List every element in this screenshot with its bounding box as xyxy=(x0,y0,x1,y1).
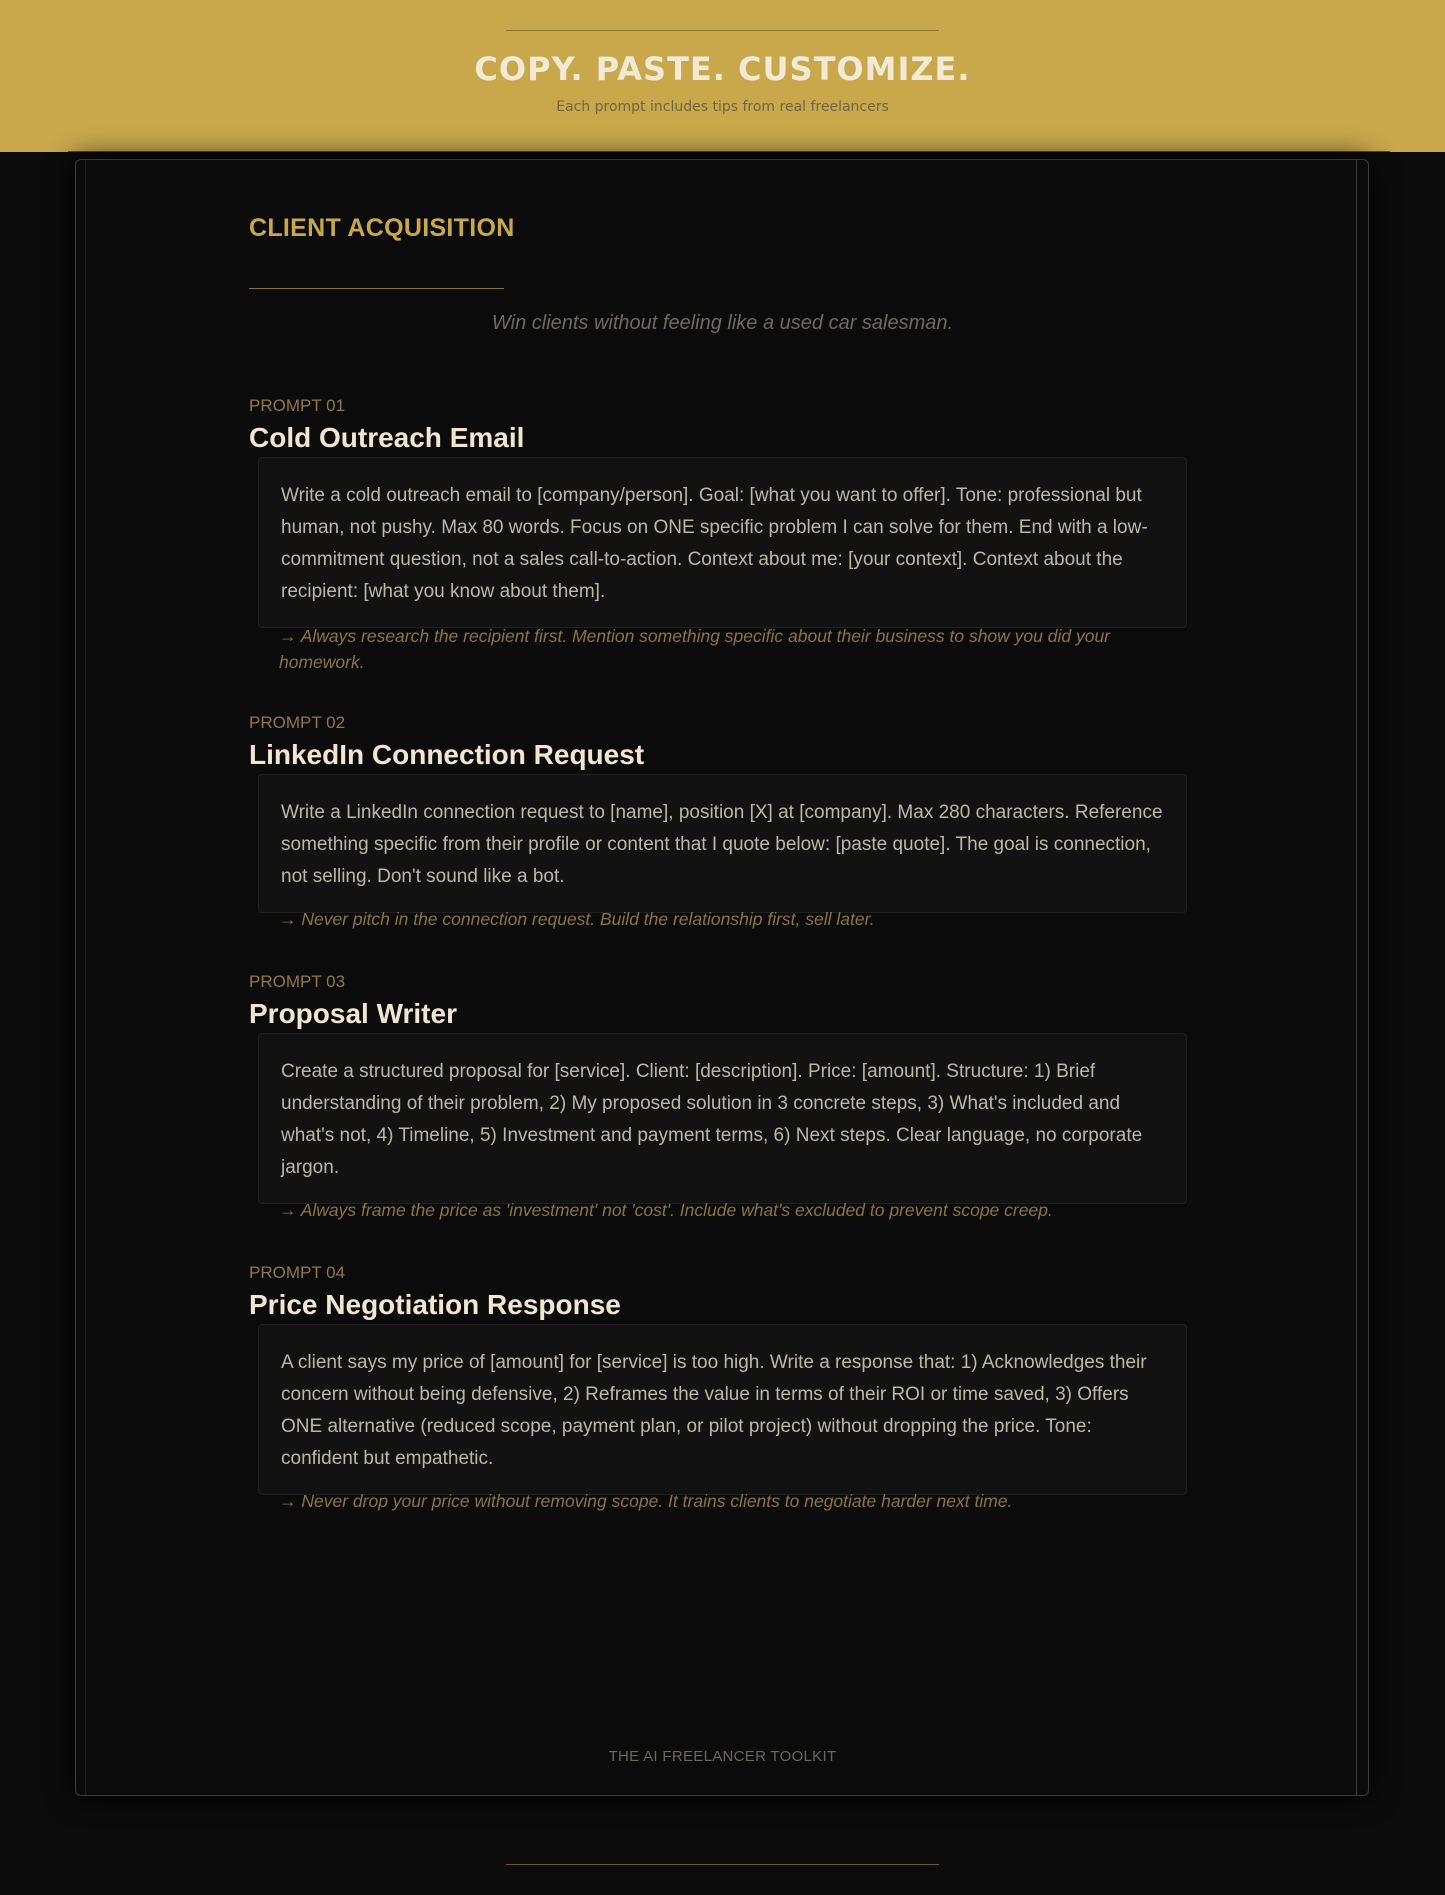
prompt-title: Price Negotiation Response xyxy=(249,1289,621,1320)
prompt-text-box[interactable] xyxy=(258,457,1187,628)
banner-divider xyxy=(506,30,939,31)
banner-bottom-border xyxy=(68,151,1390,152)
prompt-text: Write a cold outreach email to [company/person]. Goal: [what you want to offer]. Tone: professional but human, not pushy. Max 80 words. Focus on ONE specific problem I can solve for them. End with a low-commitment question, not a sales call-to-action. Context about me: [your context]. Context about the recipient: [what you know about them]. xyxy=(281,485,1148,602)
banner-subtitle: Each prompt includes tips from real freelancers xyxy=(556,99,889,115)
prompt-text: Write a LinkedIn connection request to [name], position [X] at [company]. Max 280 characters. Reference something specific from their profile or content that I quote below: [paste quote]. The goal is connection, not selling. Don't sound like a bot. xyxy=(281,802,1163,887)
prompt-number: PROMPT 03 xyxy=(249,972,346,991)
prompt-tip: → Never pitch in the connection request. Build the relationship first, sell later. xyxy=(279,909,875,929)
prompt-title: Proposal Writer xyxy=(249,998,457,1029)
prompt-title: LinkedIn Connection Request xyxy=(249,739,645,770)
bottom-divider xyxy=(506,1864,939,1865)
prompt-title: Cold Outreach Email xyxy=(249,422,525,453)
prompt-text-box[interactable] xyxy=(258,774,1187,913)
prompt-number: PROMPT 02 xyxy=(249,713,346,732)
prompt-text: A client says my price of [amount] for [service] is too high. Write a response that: 1) Acknowledges their concern without being defensive, 2) Reframes the value in terms of their ROI or time saved, 3) Offers ONE alternative (reduced scope, payment plan, or pilot project) without dropping the price. Tone: confident but empathetic. xyxy=(281,1352,1147,1469)
prompt-number: PROMPT 01 xyxy=(249,396,346,415)
banner-title: COPY. PASTE. CUSTOMIZE. xyxy=(474,50,971,88)
section-title: CLIENT ACQUISITION xyxy=(249,214,515,242)
prompt-number: PROMPT 04 xyxy=(249,1263,346,1282)
prompt-text-box[interactable] xyxy=(258,1033,1187,1204)
prompt-tip: → Always frame the price as 'investment' not 'cost'. Include what's excluded to prevent scope creep. xyxy=(279,1200,1053,1220)
section-divider xyxy=(249,288,504,289)
prompt-tip: → Never drop your price without removing scope. It trains clients to negotiate harder next time. xyxy=(279,1491,1013,1511)
footer-text: THE AI FREELANCER TOOLKIT xyxy=(608,1748,837,1765)
prompt-text: Create a structured proposal for [service]. Client: [description]. Price: [amount]. Structure: 1) Brief understanding of their problem, 2) My proposed solution in 3 concrete steps, 3) What's included and what's not, 4) Timeline, 5) Investment and payment terms, 6) Next steps. Clear language, no corporate jargon. xyxy=(281,1061,1143,1178)
section-subtitle: Win clients without feeling like a used car salesman. xyxy=(491,312,954,334)
header-banner xyxy=(0,0,1445,152)
prompt-text-box[interactable] xyxy=(258,1324,1187,1495)
prompt-tip: → Always research the recipient first. Mention something specific about their business to show you did your homework. xyxy=(279,626,1111,672)
